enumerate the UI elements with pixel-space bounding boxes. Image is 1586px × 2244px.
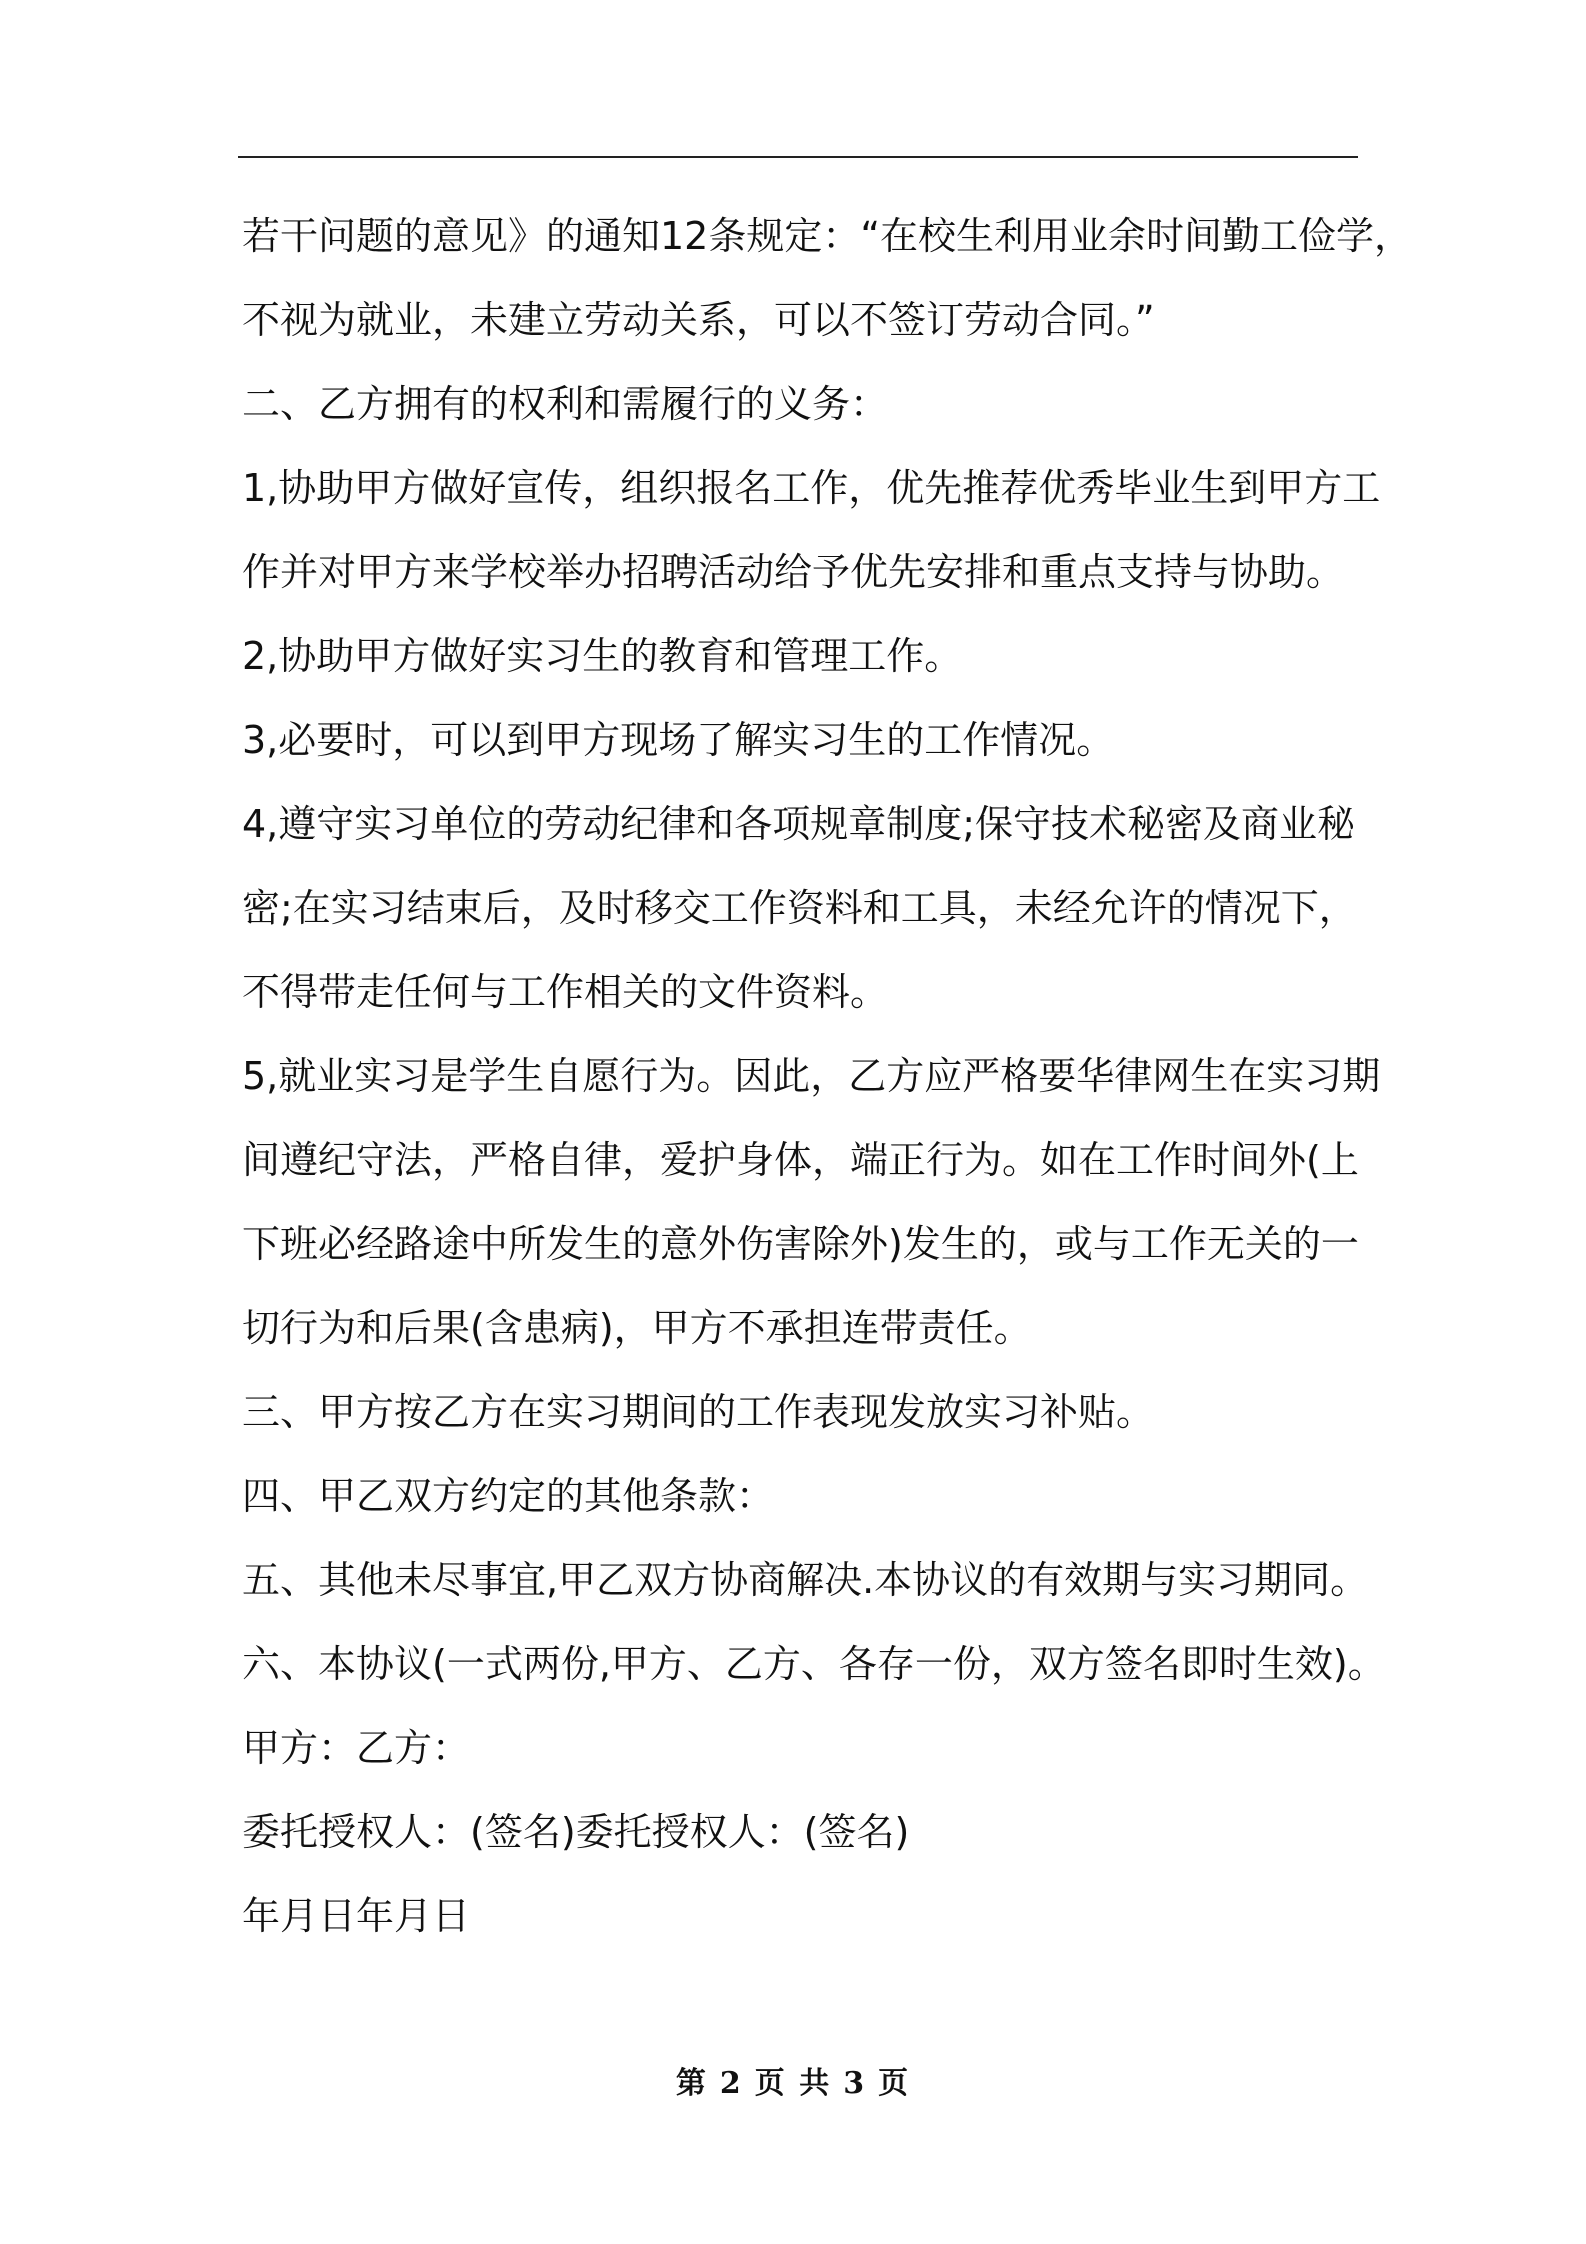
section-heading: 三、甲方按乙方在实习期间的工作表现发放实习补贴。 — [242, 1390, 1155, 1434]
page-label-mid: 页 共 — [754, 2066, 832, 2101]
section-heading: 六、本协议(一式两份,甲方、乙方、各存一份，双方签名即时生效)。 — [242, 1642, 1386, 1686]
section-heading: 五、其他未尽事宜,甲乙双方协商解决.本协议的有效期与实习期同。 — [242, 1558, 1369, 1602]
text-line: 若干问题的意见》的通知12条规定：“在校生利用业余时间勤工俭学， — [242, 214, 1413, 258]
signature-line: 委托授权人：(签名)委托授权人：(签名) — [242, 1810, 910, 1854]
page-label-prefix: 第 — [675, 2066, 708, 2101]
text-line: 间遵纪守法，严格自律，爱护身体，端正行为。如在工作时间外(上 — [242, 1138, 1359, 1182]
document-body — [242, 194, 1413, 1958]
page-label-suffix: 页 — [878, 2066, 911, 2101]
party-line: 甲方：乙方： — [242, 1726, 471, 1770]
page-footer — [0, 2058, 1586, 2102]
date-line: 年月日年月日 — [242, 1894, 471, 1938]
current-page-number: 2 — [719, 2066, 743, 2101]
text-line: 密;在实习结束后，及时移交工作资料和工具，未经允许的情况下， — [242, 886, 1357, 930]
text-line: 1,协助甲方做好宣传，组织报名工作，优先推荐优秀毕业生到甲方工 — [242, 466, 1381, 510]
header-rule — [238, 156, 1358, 158]
text-line: 5,就业实习是学生自愿行为。因此，乙方应严格要华律网生在实习期 — [242, 1054, 1381, 1098]
text-line: 切行为和后果(含患病)，甲方不承担连带责任。 — [242, 1306, 1032, 1350]
text-line: 下班必经路途中所发生的意外伤害除外)发生的，或与工作无关的一 — [242, 1222, 1359, 1266]
section-heading: 二、乙方拥有的权利和需履行的义务： — [242, 382, 889, 426]
text-line: 4,遵守实习单位的劳动纪律和各项规章制度;保守技术秘密及商业秘 — [242, 802, 1356, 846]
text-line: 作并对甲方来学校举办招聘活动给予优先安排和重点支持与协助。 — [242, 550, 1345, 594]
text-line: 3,必要时，可以到甲方现场了解实习生的工作情况。 — [242, 718, 1115, 762]
total-pages-number: 3 — [843, 2066, 867, 2101]
section-heading: 四、甲乙双方约定的其他条款： — [242, 1474, 775, 1518]
text-line: 2,协助甲方做好实习生的教育和管理工作。 — [242, 634, 963, 678]
text-line: 不视为就业，未建立劳动关系，可以不签订劳动合同。” — [242, 298, 1155, 342]
text-line: 不得带走任何与工作相关的文件资料。 — [242, 970, 889, 1014]
